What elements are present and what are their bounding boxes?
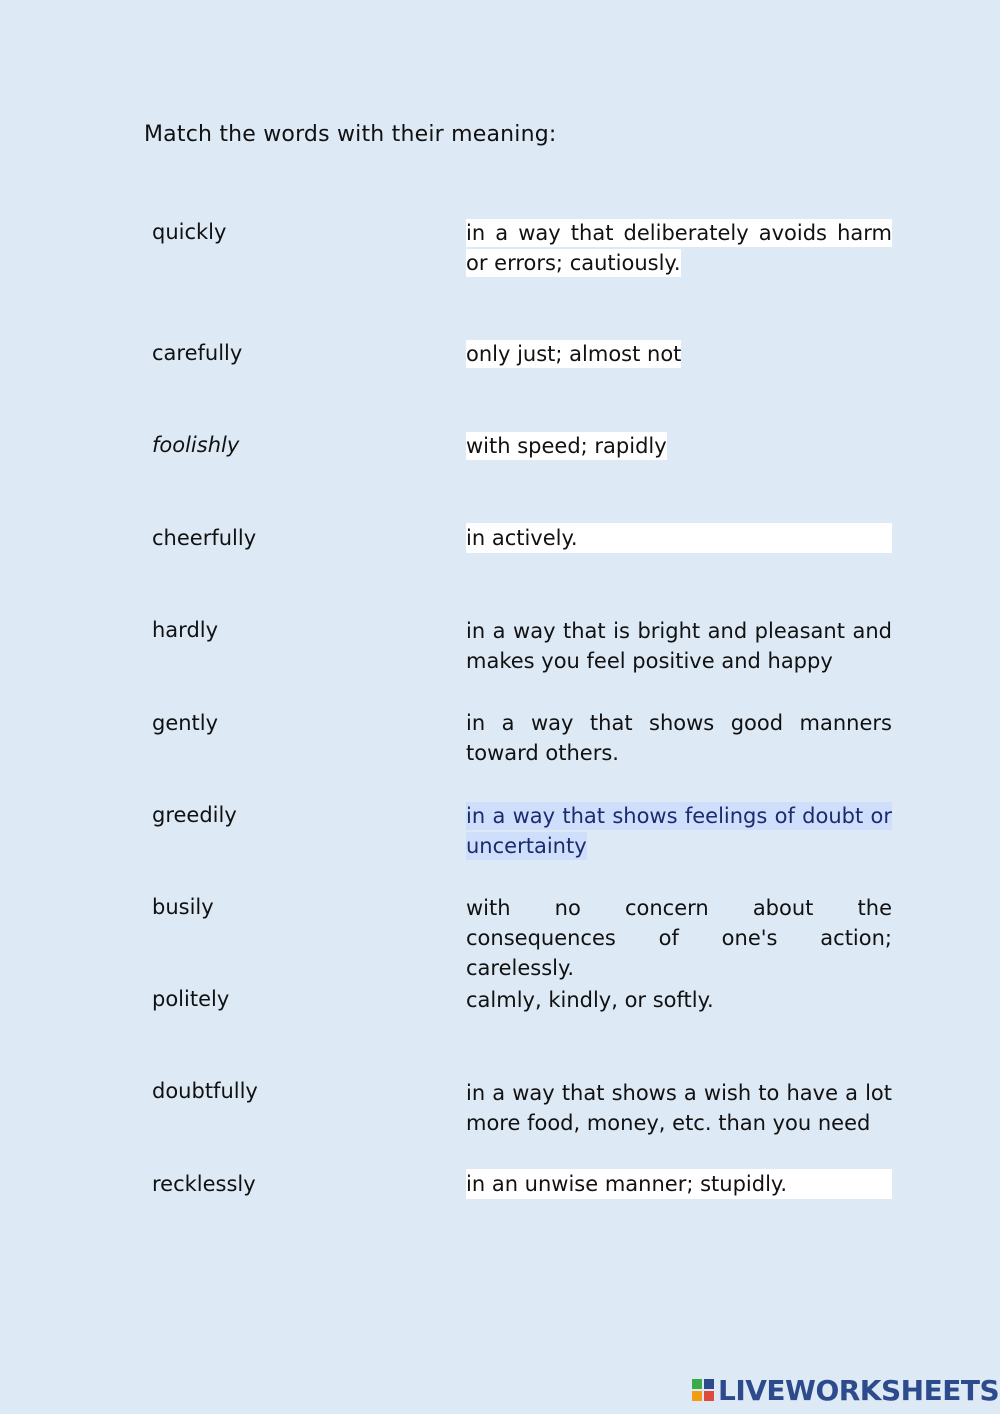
definition-item[interactable] <box>466 431 892 461</box>
definition-item[interactable] <box>466 1078 892 1138</box>
word-item[interactable]: politely <box>152 987 230 1011</box>
definition-item[interactable] <box>466 523 892 553</box>
definition-text: in an unwise manner; stupidly. <box>466 1172 788 1196</box>
definition-text: in a way that shows a wish to have a lot more food, money, etc. than you need <box>466 1081 892 1135</box>
word-item[interactable]: busily <box>152 895 214 919</box>
brand-footer <box>692 1372 1000 1408</box>
definition-text: with no concern about the consequences of one's action; carelessly. <box>466 896 892 980</box>
definition-item[interactable] <box>466 218 892 278</box>
word-item[interactable]: foolishly <box>152 433 240 457</box>
word-item[interactable]: hardly <box>152 618 219 642</box>
liveworksheets-logo-icon <box>692 1379 714 1401</box>
definition-text: in a way that is bright and pleasant and makes you feel positive and happy <box>466 619 892 673</box>
word-item[interactable]: gently <box>152 711 219 735</box>
word-item[interactable]: cheerfully <box>152 526 257 550</box>
definition-text: only just; almost not <box>466 342 682 366</box>
word-item[interactable]: greedily <box>152 803 237 827</box>
page-title: Match the words with their meaning: <box>144 122 557 147</box>
definition-item[interactable] <box>466 801 892 861</box>
definition-text: calmly, kindly, or softly. <box>466 988 714 1012</box>
definition-item[interactable] <box>466 616 892 676</box>
brand-name: LIVEWORKSHEETS <box>718 1373 1000 1407</box>
word-item[interactable]: carefully <box>152 341 243 365</box>
word-item[interactable]: quickly <box>152 220 227 244</box>
definition-item[interactable] <box>466 339 892 369</box>
word-item[interactable]: recklessly <box>152 1172 256 1196</box>
definition-text: in actively. <box>466 526 578 550</box>
word-item[interactable]: doubtfully <box>152 1079 258 1103</box>
definition-item[interactable] <box>466 985 892 1015</box>
definition-item[interactable] <box>466 893 892 983</box>
definition-item[interactable] <box>466 708 892 768</box>
definition-item[interactable] <box>466 1169 892 1199</box>
definition-text: with speed; rapidly <box>466 434 667 458</box>
definition-text: in a way that shows feelings of doubt or uncertainty <box>466 804 892 858</box>
definition-text: in a way that deliberately avoids harm or errors; cautiously. <box>466 221 892 275</box>
definition-text: in a way that shows good manners toward others. <box>466 711 892 765</box>
